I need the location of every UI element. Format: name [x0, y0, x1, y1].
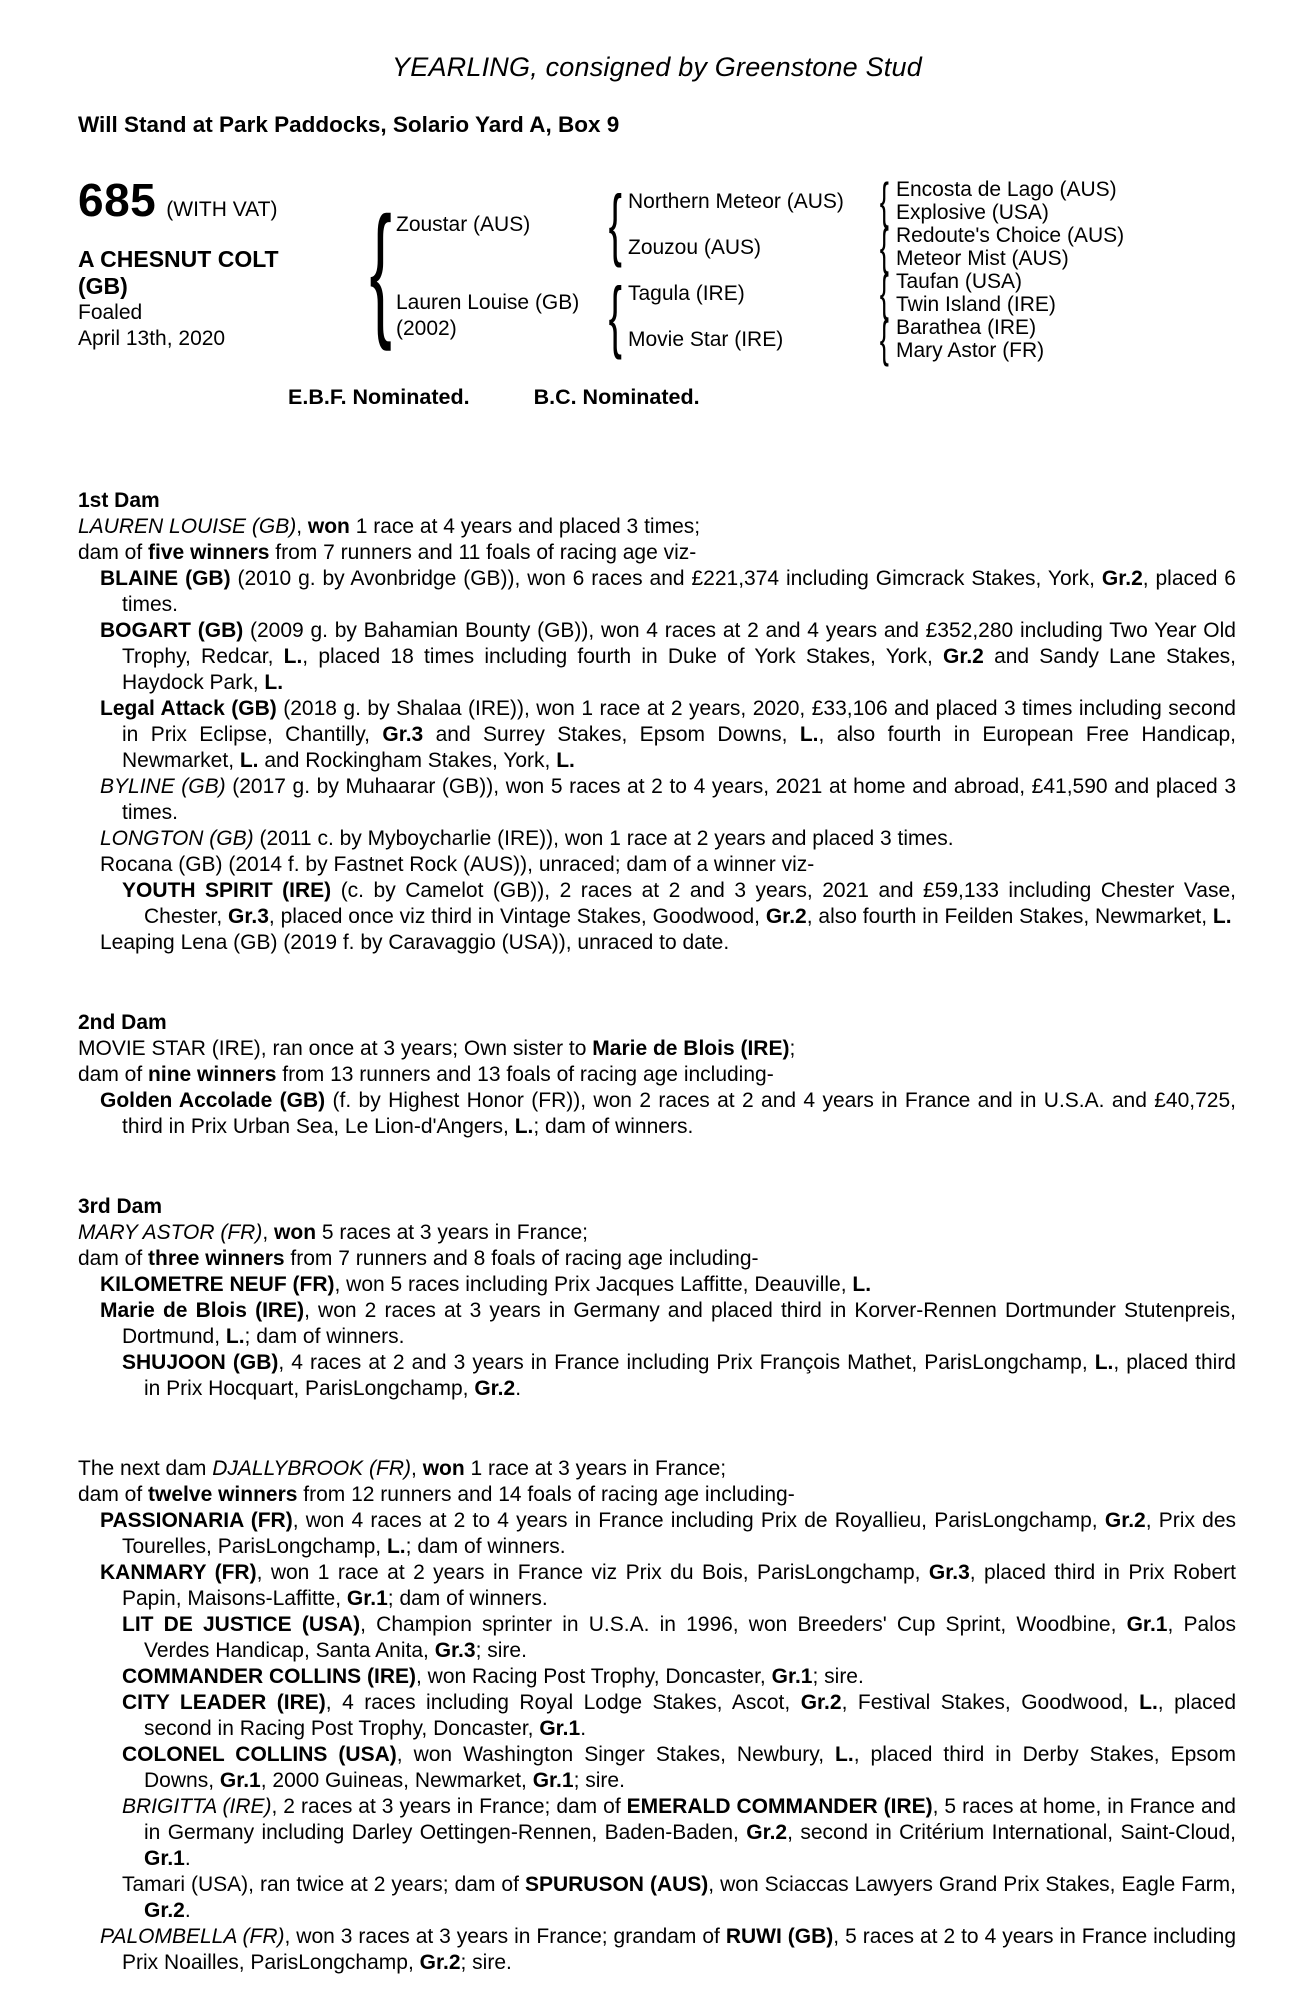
- text-run: and Sandy Lane Stakes, Haydock Park,: [122, 645, 1236, 694]
- lot-description-block: [78, 246, 366, 352]
- pedigree-gen3-name: Mary Astor (FR): [896, 339, 1045, 362]
- pedigree-note-paragraph: [78, 774, 1236, 826]
- text-run: L.: [799, 723, 819, 746]
- text-run: L.: [1139, 1691, 1158, 1714]
- foaled-label: Foaled: [78, 301, 143, 324]
- text-run: Gr.2: [1104, 1509, 1146, 1532]
- text-run: L.: [514, 1115, 534, 1138]
- text-run: ,: [262, 1221, 275, 1244]
- text-run: Golden Accolade (GB): [100, 1089, 326, 1112]
- brace-glyph: {: [879, 173, 889, 229]
- brace-glyph: {: [879, 219, 889, 275]
- text-run: Gr.2: [943, 645, 984, 668]
- text-run: Marie de Blois (IRE): [100, 1299, 305, 1322]
- pedigree-note-paragraph: [78, 1272, 1236, 1298]
- text-run: SHUJOON (GB): [122, 1351, 279, 1374]
- pedigree-brace-gen3: [872, 265, 896, 321]
- text-run: YOUTH SPIRIT (IRE): [122, 879, 332, 902]
- text-run: RUWI (GB): [725, 1925, 834, 1948]
- pedigree-gen3-name: Redoute's Choice (AUS): [896, 224, 1125, 247]
- text-run: L.: [225, 1325, 245, 1348]
- text-run: Gr.3: [228, 905, 269, 928]
- dam-section: [78, 488, 1236, 956]
- pedigree-dam: [396, 270, 602, 362]
- pedigree-gen2-name: Movie Star (IRE): [628, 327, 784, 351]
- text-run: EMERALD COMMANDER (IRE): [626, 1795, 933, 1818]
- text-run: won: [307, 515, 350, 538]
- pedigree-brace-gen3: [872, 219, 896, 275]
- text-run: three winners: [148, 1247, 285, 1270]
- pedigree-note-paragraph: [78, 1664, 1236, 1690]
- text-run: , Palos Verdes Handicap, Santa Anita,: [144, 1613, 1236, 1662]
- text-run: L.: [283, 645, 303, 668]
- text-run: BOGART (GB): [100, 619, 244, 642]
- text-run: five winners: [148, 541, 270, 564]
- text-run: Gr.1: [346, 1587, 388, 1610]
- text-run: (2009 g. by Bahamian Bounty (GB)), won 4 races at 2 and 4 years and £352,280 including Two Year Old Trophy, Redcar,: [122, 619, 1236, 668]
- text-run: and Surrey Stakes, Epsom Downs,: [423, 723, 800, 746]
- pedigree-brace-gen3: [872, 173, 896, 229]
- lot-vat-note: (WITH VAT): [166, 198, 278, 221]
- pedigree-note-paragraph: [78, 566, 1236, 618]
- pedigree-note-paragraph: [78, 1246, 1236, 1272]
- text-run: , won Sciaccas Lawyers Grand Prix Stakes, Eagle Farm,: [708, 1873, 1236, 1896]
- text-run: Gr.2: [765, 905, 807, 928]
- text-run: from 7 runners and 11 foals of racing age viz-: [269, 541, 697, 564]
- text-run: CITY LEADER (IRE): [122, 1691, 326, 1714]
- text-run: BYLINE (GB): [100, 775, 226, 798]
- text-run: Gr.1: [532, 1769, 574, 1792]
- text-run: Gr.2: [800, 1691, 842, 1714]
- dam-heading: 3rd Dam: [78, 1195, 163, 1218]
- text-run: twelve winners: [148, 1483, 298, 1506]
- pedigree-note-paragraph: [78, 1872, 1236, 1924]
- pedigree-note-paragraph: [78, 852, 1236, 878]
- text-run: ; dam of winners.: [387, 1587, 548, 1610]
- pedigree-note-paragraph: [78, 1508, 1236, 1560]
- pedigree-gen2-name: Tagula (IRE): [628, 281, 745, 305]
- pedigree-note-paragraph: [78, 1036, 1236, 1062]
- bc-nomination: B.C. Nominated.: [533, 385, 700, 409]
- pedigree-gen3-name: Twin Island (IRE): [896, 293, 1056, 316]
- text-run: ; sire.: [475, 1639, 527, 1662]
- text-run: from 13 runners and 13 foals of racing age including-: [276, 1063, 774, 1086]
- pedigree-note-paragraph: [78, 1350, 1236, 1402]
- text-run: , won 4 races at 2 to 4 years in France including Prix de Royallieu, ParisLongchamp,: [292, 1509, 1105, 1532]
- dam-heading: 2nd Dam: [78, 1011, 167, 1034]
- dam-sections: [78, 488, 1236, 1976]
- pedigree-brace-sire-line: [602, 178, 628, 270]
- text-run: , placed 6 times.: [122, 567, 1236, 616]
- text-run: MARY ASTOR (FR): [78, 1221, 263, 1244]
- pedigree-sire: Zoustar (AUS): [396, 212, 531, 236]
- text-run: L.: [1094, 1351, 1114, 1374]
- text-run: L.: [556, 749, 575, 772]
- pedigree-table: [78, 173, 1236, 367]
- pedigree-dam-year: (2002): [396, 317, 457, 340]
- pedigree-note-paragraph: [78, 1612, 1236, 1664]
- text-run: KANMARY (FR): [100, 1561, 257, 1584]
- text-run: Gr.2: [144, 1899, 185, 1922]
- text-run: (c. by Camelot (GB)), 2 races at 2 and 3 years, 2021 and £59,133 including Chester Vase, Chester,: [144, 879, 1236, 928]
- pedigree-note-paragraph: [78, 618, 1236, 696]
- text-run: L.: [1212, 905, 1232, 928]
- text-run: The next dam: [78, 1457, 213, 1480]
- text-run: L.: [852, 1273, 872, 1296]
- text-run: Gr.1: [539, 1717, 581, 1740]
- text-run: , placed second in Racing Post Trophy, Doncaster,: [144, 1691, 1236, 1740]
- text-run: , placed once viz third in Vintage Stakes, Goodwood,: [268, 905, 766, 928]
- text-run: Gr.3: [434, 1639, 476, 1662]
- text-run: Tamari (USA), ran twice at 2 years; dam of: [122, 1873, 525, 1896]
- dam-section: [78, 1010, 1236, 1140]
- text-run: Gr.3: [382, 723, 424, 746]
- text-run: Marie de Blois (IRE): [592, 1037, 790, 1060]
- text-run: nine winners: [148, 1063, 277, 1086]
- text-run: PALOMBELLA (FR): [100, 1925, 285, 1948]
- text-run: won: [422, 1457, 465, 1480]
- text-run: from 12 runners and 14 foals of racing age including-: [297, 1483, 795, 1506]
- text-run: .: [184, 1847, 191, 1870]
- pedigree-gen3-name: Barathea (IRE): [896, 316, 1037, 339]
- text-run: COLONEL COLLINS (USA): [122, 1743, 397, 1766]
- text-run: ;: [789, 1037, 796, 1060]
- text-run: Gr.2: [1101, 567, 1143, 590]
- text-run: , won Washington Singer Stakes, Newbury,: [396, 1743, 836, 1766]
- pedigree-note-paragraph: [78, 826, 1236, 852]
- text-run: 1 race at 3 years in France;: [464, 1457, 727, 1480]
- text-run: , Champion sprinter in U.S.A. in 1996, won Breeders' Cup Sprint, Woodbine,: [360, 1613, 1127, 1636]
- brace-glyph: {: [608, 271, 622, 360]
- text-run: , 4 races at 2 and 3 years in France including Prix François Mathet, ParisLongchamp,: [278, 1351, 1095, 1374]
- dam-section: [78, 1456, 1236, 1976]
- text-run: ; dam of winners.: [533, 1115, 694, 1138]
- text-run: SPURUSON (AUS): [524, 1873, 709, 1896]
- text-run: , won 5 races including Prix Jacques Laffitte, Deauville,: [334, 1273, 853, 1296]
- text-run: L.: [386, 1535, 406, 1558]
- text-run: ; sire.: [460, 1951, 512, 1974]
- text-run: , won Racing Post Trophy, Doncaster,: [415, 1665, 772, 1688]
- foaled-date: April 13th, 2020: [78, 327, 226, 350]
- text-run: ; dam of winners.: [405, 1535, 566, 1558]
- dam-section: [78, 1194, 1236, 1402]
- pedigree-note-paragraph: [78, 1924, 1236, 1976]
- text-run: Gr.2: [474, 1377, 516, 1400]
- text-run: , 5 races at 2 to 4 years in France including Prix Noailles, ParisLongchamp,: [122, 1925, 1236, 1974]
- text-run: .: [515, 1377, 522, 1400]
- pedigree-note-paragraph: [78, 1062, 1236, 1088]
- text-run: (f. by Highest Honor (FR)), won 2 races at 2 and 4 years in France and in U.S.A. and £40,725, third in Prix Urban Sea, Le Lion-d'Angers,: [122, 1089, 1236, 1138]
- text-run: ,: [411, 1457, 423, 1480]
- text-run: , won 2 races at 3 years in Germany and placed third in Korver-Rennen Dortmunder Stutenpreis, Dortmund,: [122, 1299, 1237, 1348]
- text-run: , won 3 races at 3 years in France; grandam of: [284, 1925, 726, 1948]
- text-run: , 4 races including Royal Lodge Stakes, Ascot,: [325, 1691, 801, 1714]
- lot-header: [78, 174, 366, 226]
- pedigree-brace-dam-line: [602, 270, 628, 362]
- pedigree-note-paragraph: [78, 514, 1236, 540]
- text-run: Rocana (GB) (2014 f. by Fastnet Rock (AUS)), unraced; dam of a winner viz-: [100, 853, 815, 876]
- pedigree-brace-gen1: [366, 178, 396, 362]
- text-run: ; dam of winners.: [244, 1325, 405, 1348]
- pedigree-note-paragraph: [78, 1794, 1236, 1872]
- pedigree-gen3-name: Taufan (USA): [896, 270, 1023, 293]
- pedigree-gen3-name: Explosive (USA): [896, 201, 1049, 224]
- text-run: , won 1 race at 2 years in France viz Prix du Bois, ParisLongchamp,: [256, 1561, 929, 1584]
- brace-glyph: {: [608, 179, 622, 268]
- text-run: ,: [296, 515, 308, 538]
- text-run: ; sire.: [573, 1769, 625, 1792]
- lot-info: [78, 174, 366, 362]
- pedigree-note-paragraph: [78, 1560, 1236, 1612]
- nominations-line: [288, 384, 1236, 410]
- pedigree-note-paragraph: [78, 1456, 1236, 1482]
- text-run: Gr.2: [746, 1821, 788, 1844]
- text-run: DJALLYBROOK (FR): [212, 1457, 412, 1480]
- pedigree-note-paragraph: [78, 1298, 1236, 1350]
- lot-description: A CHESNUT COLT: [78, 246, 279, 272]
- text-run: , 2 races at 3 years in France; dam of: [271, 1795, 627, 1818]
- text-run: (2010 g. by Avonbridge (GB)), won 6 races and £221,374 including Gimcrack Stakes, York,: [230, 567, 1102, 590]
- lot-number: 685: [78, 174, 157, 226]
- text-run: , placed 18 times including fourth in Duke of York Stakes, York,: [302, 645, 943, 668]
- text-run: dam of: [78, 1063, 149, 1086]
- text-run: LAUREN LOUISE (GB): [78, 515, 297, 538]
- pedigree-brace-gen3: [872, 311, 896, 367]
- text-run: LIT DE JUSTICE (USA): [122, 1613, 361, 1636]
- text-run: Gr.1: [144, 1847, 185, 1870]
- stabling-location: Will Stand at Park Paddocks, Solario Yard A, Box 9: [78, 112, 620, 137]
- text-run: PASSIONARIA (FR): [100, 1509, 293, 1532]
- text-run: Leaping Lena (GB) (2019 f. by Caravaggio (USA)), unraced to date.: [100, 931, 730, 954]
- text-run: 5 races at 3 years in France;: [316, 1221, 588, 1244]
- text-run: Gr.1: [1126, 1613, 1168, 1636]
- pedigree-gen2-name: Northern Meteor (AUS): [628, 189, 844, 213]
- text-run: , 5 races at home, in France and in Germany including Darley Oettingen-Rennen, Baden-Baden,: [144, 1795, 1236, 1844]
- brace-glyph: {: [369, 186, 393, 352]
- text-run: COMMANDER COLLINS (IRE): [122, 1665, 416, 1688]
- text-run: , placed third in Prix Hocquart, ParisLongchamp,: [144, 1351, 1236, 1400]
- text-run: BLAINE (GB): [100, 567, 231, 590]
- pedigree-dam-name: Lauren Louise (GB): [396, 291, 580, 314]
- consignment-title: YEARLING, consigned by Greenstone Stud: [392, 52, 922, 82]
- text-run: (2018 g. by Shalaa (IRE)), won 1 race at 2 years, 2020, £33,106 and placed 3 times including second in Prix Eclipse, Chantilly,: [122, 697, 1236, 746]
- text-run: KILOMETRE NEUF (FR): [100, 1273, 335, 1296]
- text-run: from 7 runners and 8 foals of racing age including-: [284, 1247, 759, 1270]
- text-run: ; sire.: [812, 1665, 864, 1688]
- text-run: , placed third in Prix Robert Papin, Maisons-Laffitte,: [122, 1561, 1236, 1610]
- text-run: MOVIE STAR (IRE), ran once at 3 years; Own sister to: [78, 1037, 593, 1060]
- text-run: (2011 c. by Myboycharlie (IRE)), won 1 race at 2 years and placed 3 times.: [253, 827, 954, 850]
- text-run: , also fourth in European Free Handicap, Newmarket,: [122, 723, 1236, 772]
- dam-heading: 1st Dam: [78, 489, 160, 512]
- text-run: L.: [239, 749, 259, 772]
- ebf-nomination: E.B.F. Nominated.: [288, 385, 470, 409]
- pedigree-note-paragraph: [78, 878, 1236, 930]
- text-run: BRIGITTA (IRE): [122, 1795, 272, 1818]
- pedigree-note-paragraph: [78, 696, 1236, 774]
- text-run: LONGTON (GB): [100, 827, 254, 850]
- text-run: dam of: [78, 541, 149, 564]
- brace-glyph: {: [879, 265, 889, 321]
- lot-description-suffix: (GB): [78, 273, 128, 299]
- text-run: (2017 g. by Muhaarar (GB)), won 5 races at 2 to 4 years, 2021 at home and abroad, £41,590 and placed 3 times.: [122, 775, 1236, 824]
- pedigree-note-paragraph: [78, 1088, 1236, 1140]
- text-run: Gr.1: [219, 1769, 261, 1792]
- pedigree-note-paragraph: [78, 930, 1236, 956]
- text-run: L.: [264, 671, 284, 694]
- text-run: , Prix des Tourelles, ParisLongchamp,: [122, 1509, 1237, 1558]
- pedigree-note-paragraph: [78, 1220, 1236, 1246]
- pedigree-note-paragraph: [78, 1742, 1236, 1794]
- text-run: , second in Critérium International, Saint-Cloud,: [787, 1821, 1237, 1844]
- text-run: dam of: [78, 1247, 149, 1270]
- text-run: Gr.3: [928, 1561, 970, 1584]
- text-run: .: [580, 1717, 587, 1740]
- pedigree-gen3-name: Meteor Mist (AUS): [896, 247, 1069, 270]
- pedigree-note-paragraph: [78, 1690, 1236, 1742]
- pedigree-gen3-name: Encosta de Lago (AUS): [896, 178, 1117, 201]
- text-run: L.: [835, 1743, 854, 1766]
- text-run: Legal Attack (GB): [100, 697, 277, 720]
- pedigree-note-paragraph: [78, 1482, 1236, 1508]
- text-run: and Rockingham Stakes, York,: [258, 749, 557, 772]
- text-run: , Festival Stakes, Goodwood,: [841, 1691, 1140, 1714]
- pedigree-note-paragraph: [78, 540, 1236, 566]
- text-run: Gr.1: [771, 1665, 813, 1688]
- text-run: won: [274, 1221, 317, 1244]
- text-run: .: [184, 1899, 191, 1922]
- text-run: 1 race at 4 years and placed 3 times;: [349, 515, 701, 538]
- text-run: , 2000 Guineas, Newmarket,: [260, 1769, 533, 1792]
- text-run: Gr.2: [419, 1951, 461, 1974]
- text-run: dam of: [78, 1483, 149, 1506]
- brace-glyph: {: [879, 311, 889, 367]
- text-run: , also fourth in Feilden Stakes, Newmarket,: [806, 905, 1213, 928]
- pedigree-gen2-name: Zouzou (AUS): [628, 235, 762, 259]
- text-run: , placed third in Derby Stakes, Epsom Downs,: [144, 1743, 1236, 1792]
